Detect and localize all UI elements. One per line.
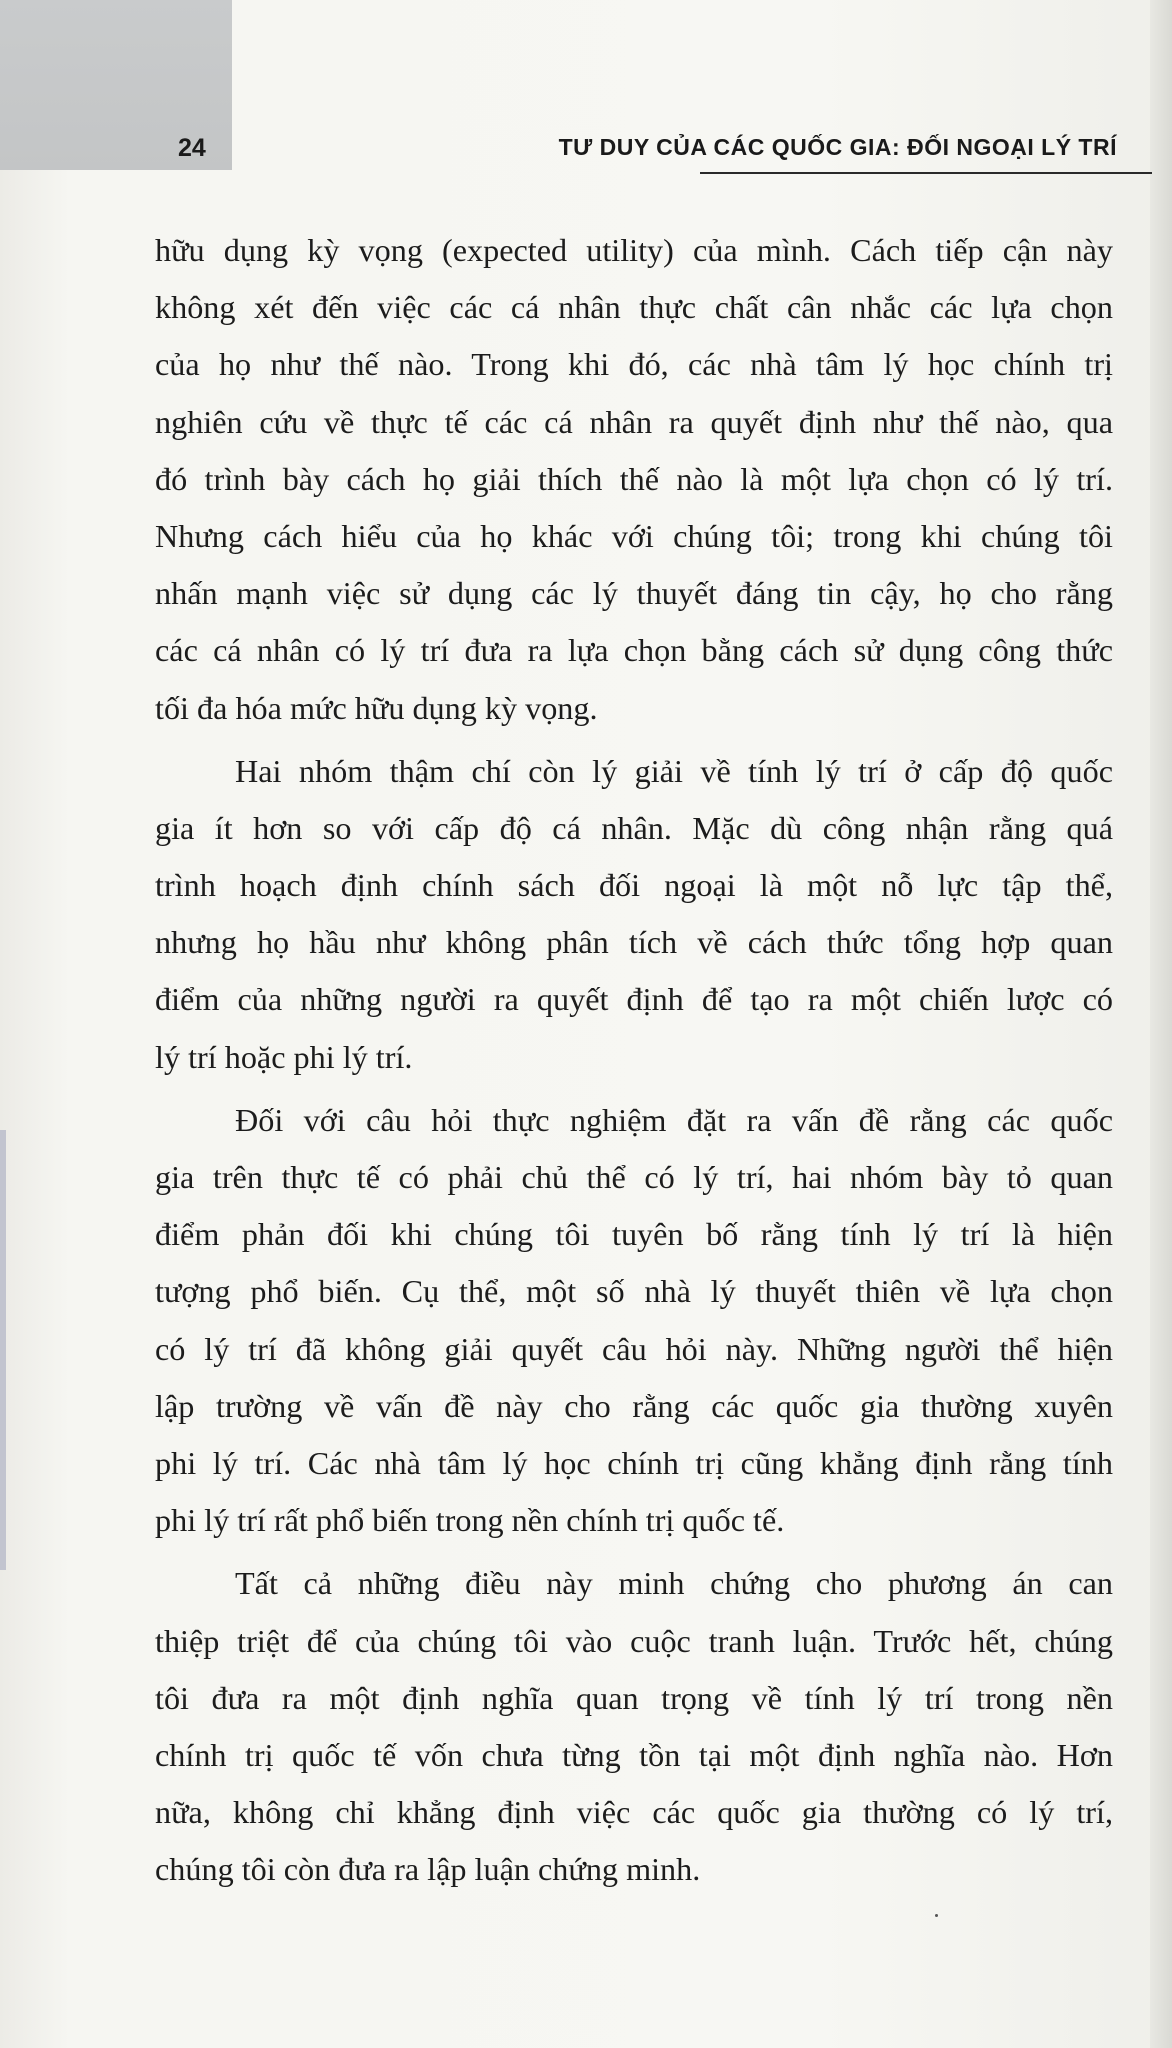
text-line: Hai nhóm thậm chí còn lý giải về tính lý trí ở cấp độ quốc <box>235 752 1113 789</box>
text-line: tượng phổ biến. Cụ thể, một số nhà lý thuyết thiên về lựa chọn <box>155 1273 1113 1310</box>
text-line: của họ như thế nào. Trong khi đó, các nhà tâm lý học chính trị <box>155 346 1113 383</box>
text-line: phi lý trí. Các nhà tâm lý học chính trị cũng khẳng định rằng tính <box>155 1444 1113 1481</box>
text-line: lập trường về vấn đề này cho rằng các quốc gia thường xuyên <box>155 1387 1113 1424</box>
text-line: điểm phản đối khi chúng tôi tuyên bố rằng tính lý trí là hiện <box>155 1216 1113 1253</box>
text-line: chúng tôi còn đưa ra lập luận chứng minh. <box>155 1851 701 1888</box>
header-rule <box>700 172 1152 174</box>
paragraph <box>155 1092 1113 1550</box>
bottom-mark <box>935 1914 938 1917</box>
text-line: tối đa hóa mức hữu dụng kỳ vọng. <box>155 689 598 726</box>
paragraph <box>155 743 1113 1086</box>
text-line: các cá nhân có lý trí đưa ra lựa chọn bằng cách sử dụng công thức <box>155 632 1113 669</box>
paragraph <box>155 1555 1113 1898</box>
paragraph <box>155 222 1113 737</box>
text-line: phi lý trí rất phổ biến trong nền chính trị quốc tế. <box>155 1502 785 1539</box>
text-line: nhấn mạnh việc sử dụng các lý thuyết đáng tin cậy, họ cho rằng <box>155 575 1113 612</box>
text-line: đó trình bày cách họ giải thích thế nào là một lựa chọn có lý trí. <box>155 460 1113 497</box>
page-right-edge <box>1150 0 1172 2048</box>
text-line: Đối với câu hỏi thực nghiệm đặt ra vấn đề rằng các quốc <box>235 1101 1113 1138</box>
text-line: Nhưng cách hiểu của họ khác với chúng tôi; trong khi chúng tôi <box>155 517 1113 554</box>
text-line: tôi đưa ra một định nghĩa quan trọng về tính lý trí trong nền <box>155 1679 1113 1716</box>
body-text <box>155 222 1113 1898</box>
text-line: có lý trí đã không giải quyết câu hỏi này. Những người thể hiện <box>155 1330 1113 1367</box>
running-header: TƯ DUY CỦA CÁC QUỐC GIA: ĐỐI NGOẠI LÝ TRÍ <box>558 134 1117 160</box>
text-line: điểm của những người ra quyết định để tạo ra một chiến lược có <box>155 981 1113 1018</box>
text-line: nữa, không chỉ khẳng định việc các quốc gia thường có lý trí, <box>155 1794 1113 1831</box>
text-line: trình hoạch định chính sách đối ngoại là một nỗ lực tập thể, <box>155 867 1113 904</box>
page-number: 24 <box>178 134 206 162</box>
text-line: chính trị quốc tế vốn chưa từng tồn tại một định nghĩa nào. Hơn <box>155 1736 1113 1773</box>
text-line: Tất cả những điều này minh chứng cho phương án can <box>235 1565 1113 1602</box>
text-line: lý trí hoặc phi lý trí. <box>155 1038 413 1075</box>
text-line: nghiên cứu về thực tế các cá nhân ra quyết định như thế nào, qua <box>155 403 1113 440</box>
page-edge-mark <box>0 1130 6 1570</box>
text-line: không xét đến việc các cá nhân thực chất cân nhắc các lựa chọn <box>155 289 1113 326</box>
text-line: gia ít hơn so với cấp độ cá nhân. Mặc dù công nhận rằng quá <box>155 809 1113 846</box>
text-line: nhưng họ hầu như không phân tích về cách thức tổng hợp quan <box>155 924 1113 961</box>
text-line: thiệp triệt để của chúng tôi vào cuộc tranh luận. Trước hết, chúng <box>155 1622 1113 1659</box>
text-line: gia trên thực tế có phải chủ thể có lý trí, hai nhóm bày tỏ quan <box>155 1159 1113 1195</box>
text-line: hữu dụng kỳ vọng (expected utility) của mình. Cách tiếp cận này <box>155 232 1113 268</box>
